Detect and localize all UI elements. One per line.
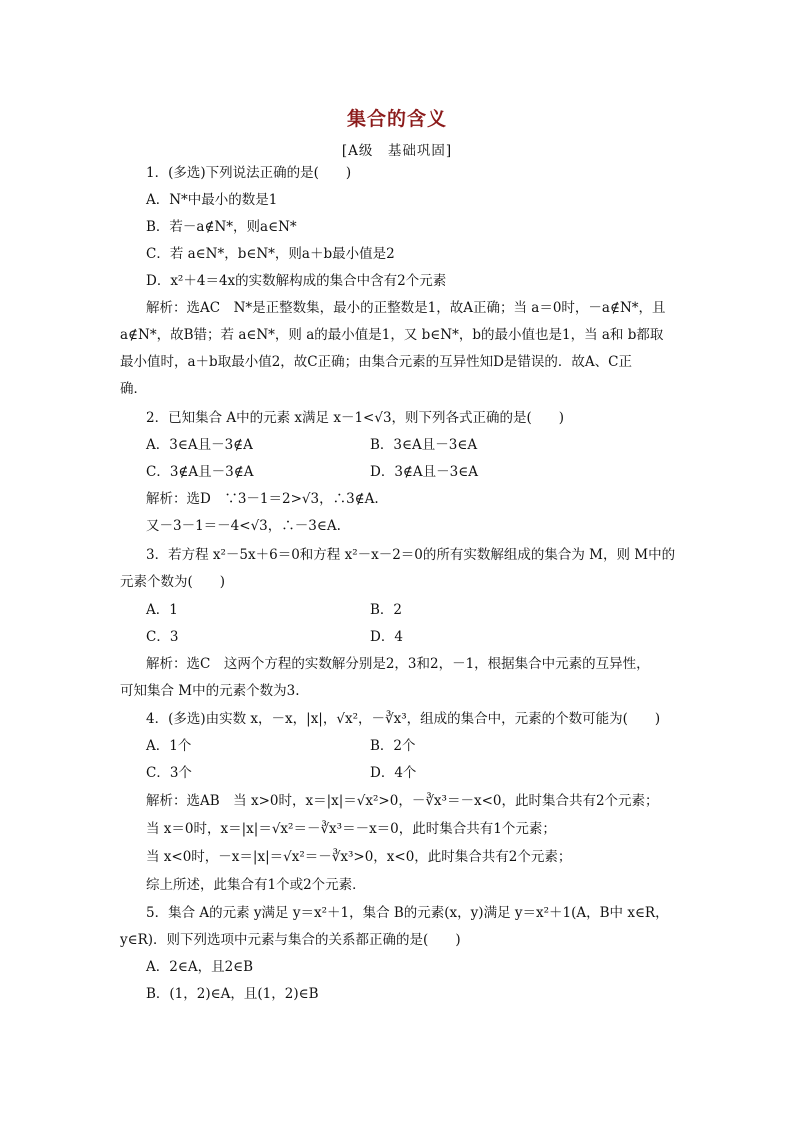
q1-solution-line: 解析：选AC N*是正整数集，最小的正整数是1，故A正确；当 a＝0时，－a∉N*，且 [146,300,666,316]
q4-option-b: B．2个 [370,738,416,754]
q4-solution-line: 解析：选AB 当 x>0时，x＝|x|＝√x²>0，－∛x³＝－x<0，此时集合共有2个元素； [146,793,659,809]
page-title: 集合的含义 [346,108,447,130]
q2-solution-line: 又－3－1＝－4<√3，∴－3∈A. [146,518,341,534]
q3-option-a: A．1 [146,602,178,618]
q2-option-a: A．3∈A且－3∉A [146,437,253,453]
q2-option-b: B．3∈A且－3∈A [370,437,478,453]
q4-solution-line: 综上所述，此集合有1个或2个元素． [146,877,366,893]
q5-stem-cont: y∈R)．则下列选项中元素与集合的关系都正确的是( ) [120,932,461,948]
q1-stem: 1．(多选)下列说法正确的是( ) [146,165,352,181]
q5-option-b: B．(1，2)∈A，且(1，2)∈B [146,986,319,1002]
q3-option-b: B．2 [370,602,403,618]
q2-stem: 2．已知集合 A中的元素 x满足 x－1<√3，则下列各式正确的是( ) [146,410,565,426]
q1-option-b: B．若－a∉N*，则a∈N* [146,219,297,235]
q4-stem: 4．(多选)由实数 x，－x，|x|，√x²，－∛x³，组成的集合中，元素的个数可能为( ) [146,711,661,727]
q2-option-c: C．3∉A且－3∉A [146,464,254,480]
q3-option-c: C．3 [146,629,179,645]
q4-option-a: A．1个 [146,738,192,754]
q5-stem: 5．集合 A的元素 y满足 y＝x²＋1，集合 B的元素(x，y)满足 y＝x²＋1(A，B中 x∈R， [146,905,669,921]
q5-option-a: A．2∈A，且2∈B [146,959,254,975]
q1-option-c: C．若 a∈N*，b∈N*，则a＋b最小值是2 [146,246,395,262]
q1-solution-line: 确． [120,381,147,397]
q4-option-d: D．4个 [370,765,417,781]
q3-solution-line: 解析：选C 这两个方程的实数解分别是2，3和2，－1，根据集合中元素的互异性， [146,656,650,672]
q4-option-c: C．3个 [146,765,192,781]
q4-solution-line: 当 x<0时，－x＝|x|＝√x²＝－∛x³>0，x<0，此时集合共有2个元素； [146,849,572,865]
q3-option-d: D．4 [370,629,403,645]
q3-stem: 3．若方程 x²－5x＋6＝0和方程 x²－x－2＝0的所有实数解组成的集合为 M，则 M中的 [146,547,676,563]
q1-option-d: D．x²＋4＝4x的实数解构成的集合中含有2个元素 [146,273,447,289]
section-heading: [A级 基础巩固] [341,143,453,159]
q4-solution-line: 当 x＝0时，x＝|x|＝√x²＝－∛x³＝－x＝0，此时集合共有1个元素； [146,821,556,837]
q1-solution-line: 最小值时，a＋b取最小值2，故C正确；由集合元素的互异性知D是错误的．故A、C正 [120,354,633,370]
q2-option-d: D．3∉A且－3∈A [370,464,478,480]
q3-stem-cont: 元素个数为( ) [120,574,226,590]
q1-solution-line: a∉N*，故B错；若 a∈N*，则 a的最小值是1，又 b∈N*，b的最小值也是1，当 a和 b都取 [120,327,664,343]
q3-solution-line: 可知集合 M中的元素个数为3. [120,683,300,699]
q1-option-a: A．N*中最小的数是1 [146,192,278,208]
q2-solution-line: 解析：选D ∵3－1＝2>√3，∴3∉A. [146,491,379,507]
